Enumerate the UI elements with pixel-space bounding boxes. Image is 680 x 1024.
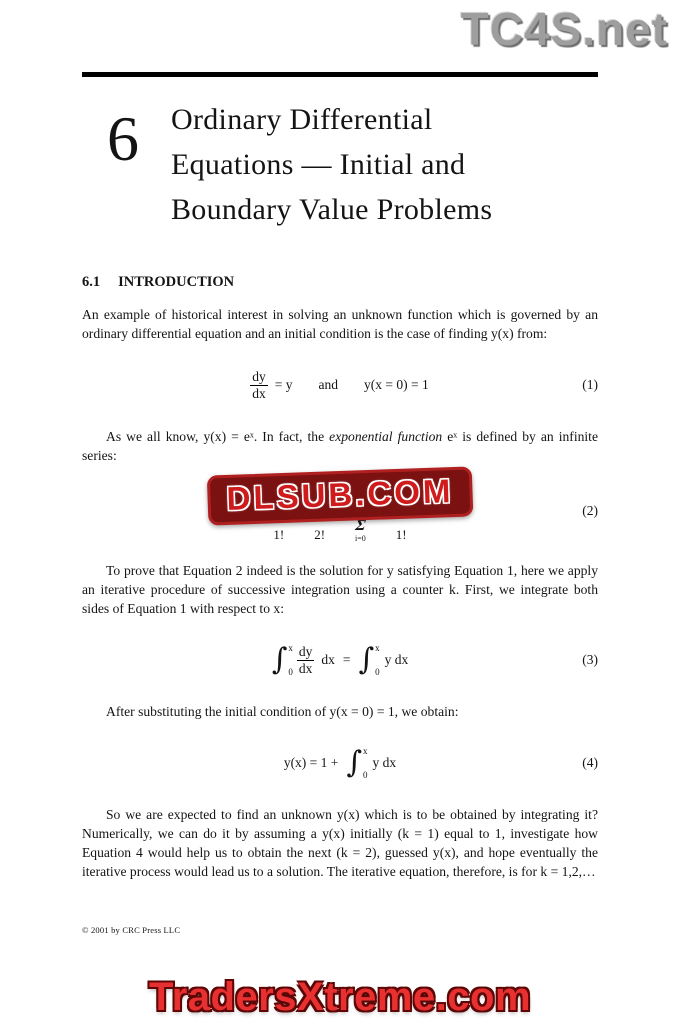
paragraph-3: To prove that Equation 2 indeed is the solution for y satisfying Equation 1, here we apply an iterative procedure of successive integration using a counter k. First, we integrate both sides of Equation 1 with respect to x: bbox=[82, 563, 598, 616]
equation-number: (4) bbox=[582, 755, 598, 770]
chapter-title-line: Boundary Value Problems bbox=[171, 193, 493, 226]
copyright-notice: © 2001 by CRC Press LLC bbox=[82, 925, 181, 935]
sigma-icon: Σ bbox=[353, 518, 369, 534]
equation-3 bbox=[82, 640, 598, 680]
equation-lhs: y(x) = 1 + bbox=[283, 755, 339, 770]
section-heading bbox=[82, 274, 598, 291]
equation-number: (2) bbox=[582, 503, 598, 518]
integral-lower-limit: 0 bbox=[375, 667, 380, 677]
differential: dx bbox=[321, 652, 335, 667]
paragraph-1: An example of historical interest in solving an unknown function which is governed by an ordinary differential equation and an initial condition is the case of finding y(x) from: bbox=[82, 307, 598, 341]
paragraph-4: After substituting the initial condition of y(x = 0) = 1, we obtain: bbox=[106, 704, 459, 719]
equation-1 bbox=[82, 365, 598, 405]
equation-fragment: 1! bbox=[273, 527, 285, 542]
paragraph-2-italic: exponential function bbox=[329, 429, 443, 444]
paragraph-5: So we are expected to find an unknown y(x) which is to be obtained by integrating it? Numerically, we can do it by assuming a y(x) initially (k = 1) equal to 1, investigate how Equation 4 would help us to obtain the next (k = 2), guessed y(x), and hope eventually the iterative process would lead us to a solution. The iterative equation, therefore, is for k = 1,2,… bbox=[82, 807, 598, 879]
integral bbox=[272, 643, 293, 677]
chapter-number: 6 bbox=[107, 103, 139, 174]
fraction-numerator: dy bbox=[252, 368, 266, 384]
fraction-denominator: dx bbox=[298, 660, 313, 676]
integrand: y dx bbox=[372, 755, 397, 770]
integral-limits bbox=[363, 746, 368, 780]
integrand: y dx bbox=[384, 652, 409, 667]
equation-4 bbox=[82, 743, 598, 783]
equation-fragment: 1! bbox=[395, 527, 407, 542]
chapter-title-line: Equations — Initial and bbox=[171, 148, 466, 181]
integral bbox=[346, 746, 367, 780]
initial-condition: y(x = 0) = 1 bbox=[364, 377, 429, 392]
fraction-dy-dx bbox=[297, 644, 315, 676]
fraction-dy-dx bbox=[250, 369, 268, 401]
integral-icon: ∫ bbox=[346, 745, 363, 780]
watermark-tc4s: TC4S.net bbox=[460, 3, 668, 55]
summation-symbol bbox=[353, 518, 369, 543]
fraction-numerator: dy bbox=[298, 643, 313, 659]
equation-rhs: = y bbox=[274, 377, 293, 392]
chapter-title bbox=[171, 97, 492, 232]
paragraph-2-text: As we all know, y(x) = eˣ. In fact, the bbox=[106, 429, 330, 444]
integral-icon: ∫ bbox=[271, 642, 288, 677]
equals-sign: = bbox=[342, 652, 351, 667]
paragraph-2-text: eˣ is defined by an infinite series: bbox=[82, 429, 598, 463]
paragraph-2 bbox=[82, 427, 598, 465]
equation-fragment: 2! bbox=[314, 527, 326, 542]
integral-lower-limit: 0 bbox=[363, 770, 368, 780]
integral bbox=[359, 643, 380, 677]
integral-upper-limit: x bbox=[288, 643, 293, 653]
section-number: 6.1 bbox=[82, 274, 101, 290]
integral-upper-limit: x bbox=[363, 746, 368, 756]
equation-number: (1) bbox=[582, 377, 598, 392]
integral-limits bbox=[288, 643, 293, 677]
page-content bbox=[0, 72, 680, 935]
integral-lower-limit: 0 bbox=[288, 667, 293, 677]
watermark-dlsub-text: DLSUB.COM bbox=[225, 472, 454, 517]
equation-connector: and bbox=[318, 377, 339, 392]
chapter-title-line: Ordinary Differential bbox=[171, 103, 433, 136]
chapter-heading bbox=[82, 97, 598, 232]
equation-number: (3) bbox=[582, 652, 598, 667]
integral-upper-limit: x bbox=[375, 643, 380, 653]
watermark-tradersxtreme: TradersXtreme.com bbox=[148, 975, 532, 1019]
integral-icon: ∫ bbox=[358, 642, 375, 677]
fraction-denominator: dx bbox=[252, 385, 266, 401]
watermark-dlsub bbox=[207, 466, 473, 525]
section-title: INTRODUCTION bbox=[118, 274, 235, 290]
equation-2 bbox=[82, 471, 598, 547]
summation-lower-limit: i=0 bbox=[355, 534, 366, 543]
chapter-rule bbox=[82, 72, 598, 77]
integral-limits bbox=[375, 643, 380, 677]
